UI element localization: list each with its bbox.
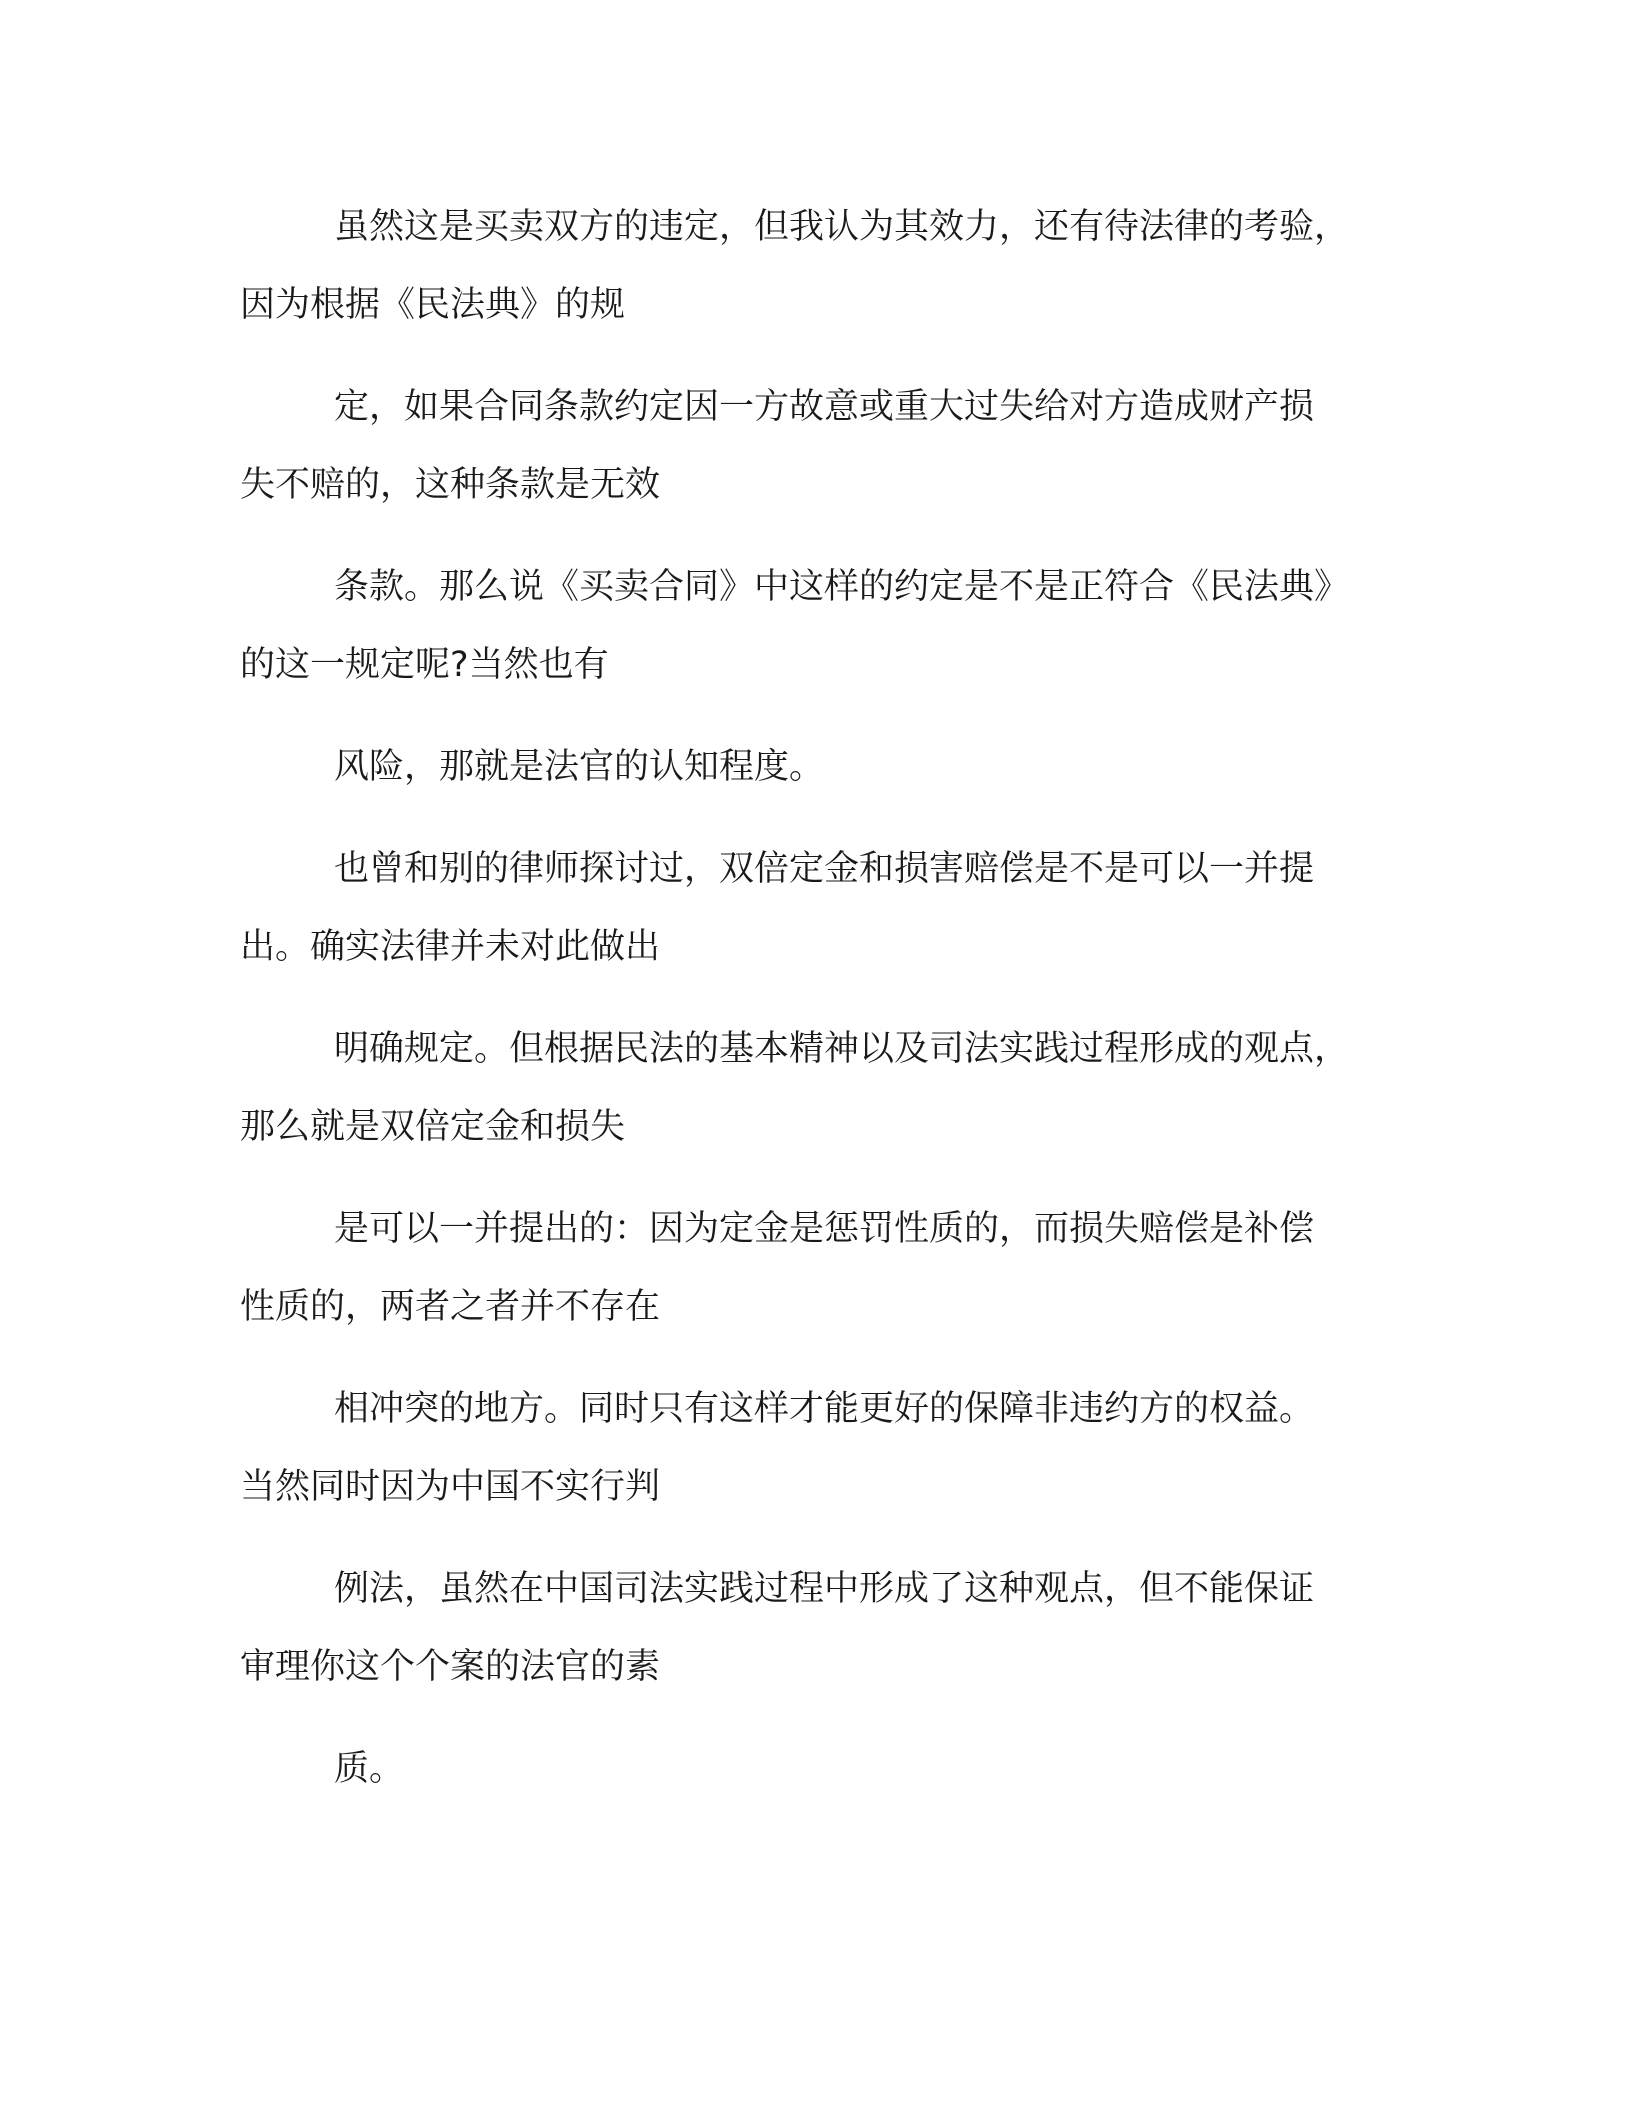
paragraph-8-line-1: 相冲突的地方。同时只有这样才能更好的保障非违约方的权益。	[334, 1389, 1315, 1429]
paragraph-7-line-2: 性质的，两者之者并不存在	[240, 1287, 661, 1327]
paragraph-1-line-2: 因为根据《民法典》的规	[240, 285, 626, 325]
paragraph-6-line-1: 明确规定。但根据民法的基本精神以及司法实践过程形成的观点，	[334, 1029, 1350, 1069]
paragraph-2-line-1: 定，如果合同条款约定因一方故意或重大过失给对方造成财产损	[334, 387, 1315, 427]
paragraph-3-line-2: 的这一规定呢?当然也有	[240, 645, 609, 685]
body-text	[240, 188, 1420, 1832]
paragraph-2	[240, 368, 1420, 524]
paragraph-4	[240, 728, 1420, 806]
paragraph-6	[240, 1010, 1420, 1166]
paragraph-8	[240, 1370, 1420, 1526]
paragraph-9-line-2: 审理你这个个案的法官的素	[240, 1647, 661, 1687]
paragraph-5-line-2: 出。确实法律并未对此做出	[240, 927, 661, 967]
paragraph-5	[240, 830, 1420, 986]
paragraph-5-line-1: 也曾和别的律师探讨过，双倍定金和损害赔偿是不是可以一并提	[334, 849, 1315, 889]
paragraph-3-line-1: 条款。那么说《买卖合同》中这样的约定是不是正符合《民法典》	[334, 567, 1350, 607]
paragraph-1	[240, 188, 1420, 344]
paragraph-1-line-1: 虽然这是买卖双方的违定，但我认为其效力，还有待法律的考验，	[334, 207, 1350, 247]
paragraph-4-line-1: 风险，那就是法官的认知程度。	[334, 747, 825, 787]
paragraph-7	[240, 1190, 1420, 1346]
paragraph-3	[240, 548, 1420, 704]
paragraph-7-line-1: 是可以一并提出的：因为定金是惩罚性质的，而损失赔偿是补偿	[334, 1209, 1315, 1249]
paragraph-9	[240, 1550, 1420, 1706]
paragraph-8-line-2: 当然同时因为中国不实行判	[240, 1467, 661, 1507]
paragraph-9-line-1: 例法，虽然在中国司法实践过程中形成了这种观点，但不能保证	[334, 1569, 1315, 1609]
paragraph-10-line-1: 质。	[334, 1749, 405, 1789]
paragraph-2-line-2: 失不赔的，这种条款是无效	[240, 465, 661, 505]
paragraph-10	[240, 1730, 1420, 1808]
paragraph-6-line-2: 那么就是双倍定金和损失	[240, 1107, 626, 1147]
